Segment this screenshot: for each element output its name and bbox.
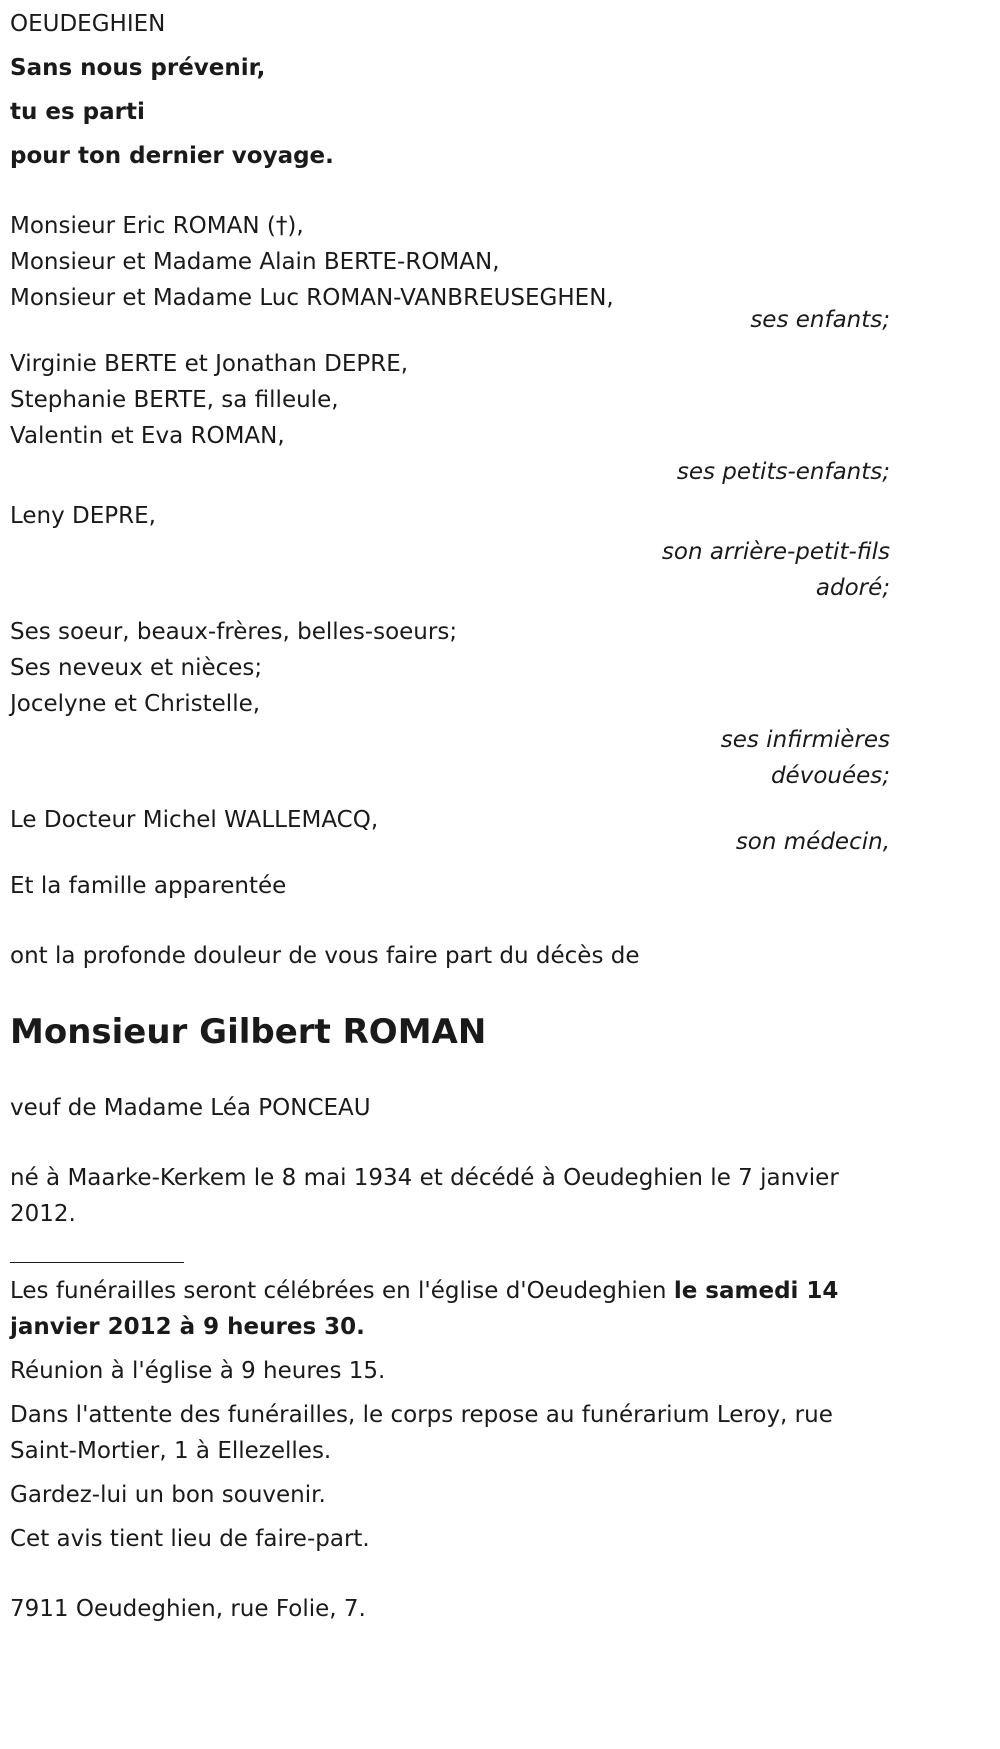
doctor-role: son médecin,: [735, 829, 890, 855]
nurses-role-1: ses infirmières: [720, 727, 890, 753]
birth-death-line: né à Maarke-Kerkem le 8 mai 1934 et décédé à Oeudeghien le 7 janvier 2012.: [10, 1165, 839, 1227]
relatives-2: Ses neveux et nièces;: [10, 655, 263, 681]
location-heading: OEUDEGHIEN: [10, 11, 166, 37]
verse-line-2: tu es parti: [10, 99, 145, 125]
great-grandchild-role-2: adoré;: [815, 575, 890, 601]
grandchildren-role: ses petits-enfants;: [676, 459, 890, 485]
verse-line-1: Sans nous prévenir,: [10, 55, 266, 81]
announcement-intro: ont la profonde douleur de vous faire part du décès de: [10, 943, 640, 969]
children-role: ses enfants;: [750, 307, 890, 333]
relatives-3: Jocelyne et Christelle,: [10, 691, 261, 717]
meeting-line: Réunion à l'église à 9 heures 15.: [10, 1358, 386, 1384]
funeral-date: le samedi 14 janvier 2012 à 9 heures 30.: [10, 1278, 839, 1340]
nurses-role-2: dévouées;: [770, 763, 890, 789]
grandchild-3: Valentin et Eva ROMAN,: [10, 423, 285, 449]
address-line: 7911 Oeudeghien, rue Folie, 7.: [10, 1596, 366, 1622]
extended-family: Et la famille apparentée: [10, 873, 287, 899]
funeral-text: Les funérailles seront célébrées en l'église d'Oeudeghien: [10, 1278, 674, 1304]
great-grandchild-role-1: son arrière-petit-fils: [661, 539, 890, 565]
child-3: Monsieur et Madame Luc ROMAN-VANBREUSEGHEN,: [10, 285, 614, 311]
deceased-name: Monsieur Gilbert ROMAN: [10, 1012, 487, 1052]
child-1: Monsieur Eric ROMAN (†),: [10, 213, 304, 239]
separator-rule: [10, 1240, 184, 1263]
great-grandchild: Leny DEPRE,: [10, 503, 156, 529]
relatives-1: Ses soeur, beaux-frères, belles-soeurs;: [10, 619, 458, 645]
notice-line: Cet avis tient lieu de faire-part.: [10, 1526, 370, 1552]
doctor: Le Docteur Michel WALLEMACQ,: [10, 807, 379, 833]
funeral-details: [10, 1273, 890, 1345]
child-2: Monsieur et Madame Alain BERTE-ROMAN,: [10, 249, 500, 275]
verse-line-3: pour ton dernier voyage.: [10, 143, 334, 169]
grandchild-2: Stephanie BERTE, sa filleule,: [10, 387, 339, 413]
repose-line: Dans l'attente des funérailles, le corps repose au funérarium Leroy, rue Saint-Mortier, 1 à Ellezelles.: [10, 1402, 833, 1464]
grandchild-1: Virginie BERTE et Jonathan DEPRE,: [10, 351, 409, 377]
widower-line: veuf de Madame Léa PONCEAU: [10, 1095, 371, 1121]
souvenir-line: Gardez-lui un bon souvenir.: [10, 1482, 326, 1508]
